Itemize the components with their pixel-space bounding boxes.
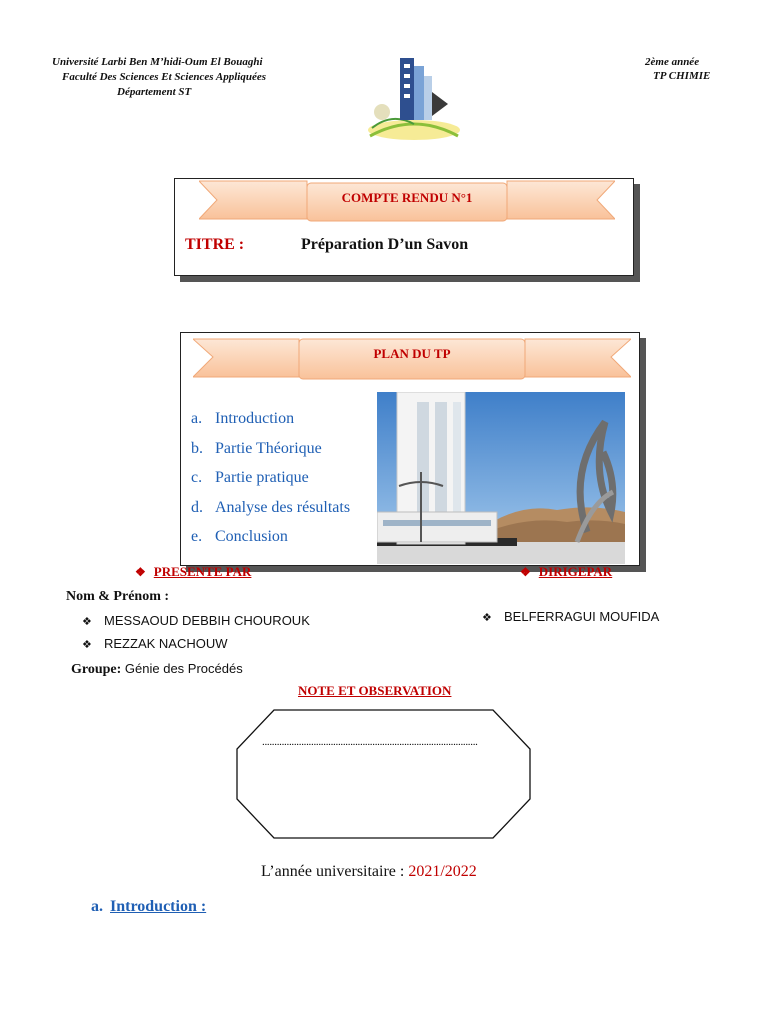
report-banner-label: COMPTE RENDU N°1: [341, 190, 473, 205]
report-title-box: [174, 178, 634, 276]
note-octagon-box: [236, 709, 531, 839]
four-diamond-bullet-icon: ❖: [82, 639, 92, 651]
faculty-name: Faculté Des Sciences Et Sciences Appliquées: [62, 71, 266, 83]
year-level: 2ème année: [645, 56, 700, 68]
four-diamond-bullet-icon: ❖: [82, 616, 92, 628]
plan-item-mark: e.: [191, 528, 203, 545]
plan-item-mark: a.: [191, 410, 203, 427]
presented-by-heading: [135, 564, 251, 580]
department-name: Département ST: [117, 86, 192, 98]
four-diamond-bullet-icon: ❖: [482, 612, 492, 624]
plan-item-label: Introduction: [215, 410, 295, 427]
groupe-value: Génie des Procédés: [121, 661, 243, 676]
groupe-line: [71, 661, 243, 678]
plan-item-mark: c.: [191, 469, 203, 486]
academic-year-label: L’année universitaire :: [261, 863, 409, 880]
plan-item-label: Analyse des résultats: [215, 498, 351, 516]
presented-by-label: PRESENTE PAR: [153, 564, 252, 579]
plan-item: [191, 410, 350, 440]
groupe-label: Groupe:: [71, 662, 122, 677]
titre-value: Préparation D’un Savon: [301, 236, 469, 253]
plan-list: [191, 410, 350, 558]
diamond-bullet-icon: ❖: [135, 565, 146, 579]
plan-item: [191, 528, 350, 558]
university-name: Université Larbi Ben M’hidi-Oum El Bouaghi: [52, 56, 263, 68]
university-header: [52, 55, 266, 100]
introduction-heading: [91, 898, 206, 916]
plan-item-label: Conclusion: [215, 528, 288, 545]
diamond-bullet-icon: ❖: [520, 565, 531, 579]
plan-item-label: Partie Théorique: [215, 439, 322, 457]
tp-subject: TP CHIMIE: [653, 70, 711, 82]
student-name: REZZAK NACHOUW: [104, 636, 228, 651]
intro-title: Introduction :: [110, 898, 207, 915]
plan-banner-label: PLAN DU TP: [373, 346, 451, 361]
academic-year-line: [261, 863, 477, 881]
student-entry: [82, 636, 228, 651]
note-dotted-line: ........................................................................................: [262, 736, 478, 748]
plan-item: [191, 440, 350, 470]
note-title: NOTE ET OBSERVATION: [298, 683, 452, 698]
nom-prenom-label: Nom & Prénom :: [66, 589, 170, 604]
student-entry: [82, 613, 310, 628]
directed-by-heading: [520, 564, 612, 580]
supervisor-name: BELFERRAGUI MOUFIDA: [504, 609, 660, 624]
campus-photo: [377, 392, 625, 564]
student-name: MESSAOUD DEBBIH CHOUROUK: [104, 613, 310, 628]
year-header: [645, 55, 710, 83]
plan-item: [191, 469, 350, 499]
plan-item-mark: d.: [191, 498, 203, 516]
plan-item: [191, 499, 350, 529]
directed-by-label: DIRIGEPAR: [538, 564, 613, 579]
titre-label: TITRE :: [185, 236, 245, 253]
university-logo: [362, 52, 464, 142]
plan-item-label: Partie pratique: [215, 469, 309, 486]
academic-year-value: 2021/2022: [408, 863, 477, 880]
intro-mark: a.: [91, 898, 103, 915]
supervisor-entry: [482, 609, 659, 624]
plan-item-mark: b.: [191, 439, 203, 457]
